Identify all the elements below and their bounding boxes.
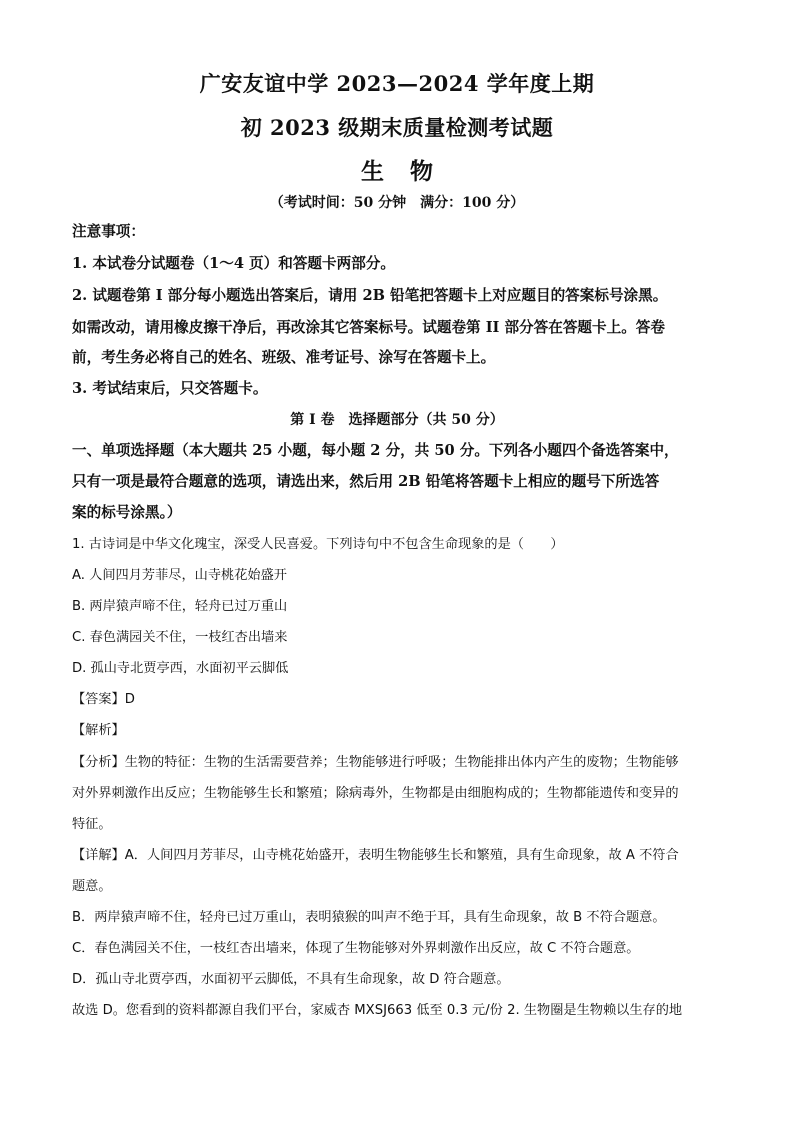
answer-label: 【答案】D [72,692,135,707]
notes-item-2-line-3: 前，考生务必将自己的姓名、班级、准考证号、涂写在答题卡上。 [72,349,496,366]
notes-item-3: 3. 考试结束后，只交答题卡。 [72,380,268,397]
notes-item-1: 1. 本试卷分试题卷（1～4 页）和答题卡两部分。 [72,255,395,272]
title-subject: 生物 [361,158,459,185]
detail-option-b: B．两岸猿声啼不住，轻舟已过万重山，表明猿猴的叫声不绝于耳，具有生命现象，故 B 不符合题意。 [72,910,666,925]
exam-info: （考试时间：50 分钟 满分：100 分） [269,195,525,211]
analysis-line-1: 【分析】生物的特征：生物的生活需要营养；生物能够进行呼吸；生物能排出体内产生的废物；生物能够 [72,755,679,770]
option-c: C. 春色满园关不住，一枝红杏出墙来 [72,630,288,645]
analysis-line-3: 特征。 [72,817,112,832]
title-school-term: 广安友谊中学 2023—2024 学年度上期 [199,71,595,96]
analysis-label: 【解析】 [72,723,125,738]
option-d: D. 孤山寺北贾亭西，水面初平云脚低 [72,661,289,676]
option-a: A. 人间四月芳菲尽，山寺桃花始盛开 [72,568,287,583]
detail-option-c: C．春色满园关不住，一枝红杏出墙来，体现了生物能够对外界刺激作出反应，故 C 不符合题意。 [72,941,640,956]
notes-heading: 注意事项： [72,223,145,240]
notes-item-2-line-2: 如需改动，请用橡皮擦干净后，再改涂其它答案标号。试题卷第 II 部分答在答题卡上。答卷 [72,319,665,336]
title-exam-name: 初 2023 级期末质量检测考试题 [240,115,554,140]
section-instruction-line-1: 一、单项选择题（本大题共 25 小题，每小题 2 分，共 50 分。下列各小题四个备选答案中， [72,442,679,459]
option-b: B. 两岸猿声啼不住，轻舟已过万重山 [72,599,288,614]
question-stem: 1. 古诗词是中华文化瑰宝，深受人民喜爱。下列诗句中不包含生命现象的是（ ） [72,537,564,552]
section-instruction-line-2: 只有一项是最符合题意的选项，请选出来，然后用 2B 铅笔将答题卡上相应的题号下所选答 [72,473,660,490]
detail-line-1: 【详解】A．人间四月芳菲尽，山寺桃花始盛开，表明生物能够生长和繁殖，具有生命现象，故 A 不符合 [72,848,679,863]
conclusion-line: 故选 D。您看到的资料都源自我们平台，家威杏 MXSJ663 低至 0.3 元/份 2. 生物圈是生物赖以生存的地 [72,1003,683,1018]
detail-option-d: D．孤山寺北贾亭西，水面初平云脚低，不具有生命现象，故 D 符合题意。 [72,972,510,987]
detail-line-2: 题意。 [72,879,112,894]
section-instruction-line-3: 案的标号涂黑。） [72,504,182,521]
notes-item-2-line-1: 2. 试题卷第 I 部分每小题选出答案后，请用 2B 铅笔把答题卡上对应题目的答案标号涂黑。 [72,287,668,304]
analysis-line-2: 对外界刺激作出反应；生物能够生长和繁殖；除病毒外，生物都是由细胞构成的；生物都能遗传和变异的 [72,786,679,801]
section-title: 第 I 卷 选择题部分（共 50 分） [290,412,504,428]
